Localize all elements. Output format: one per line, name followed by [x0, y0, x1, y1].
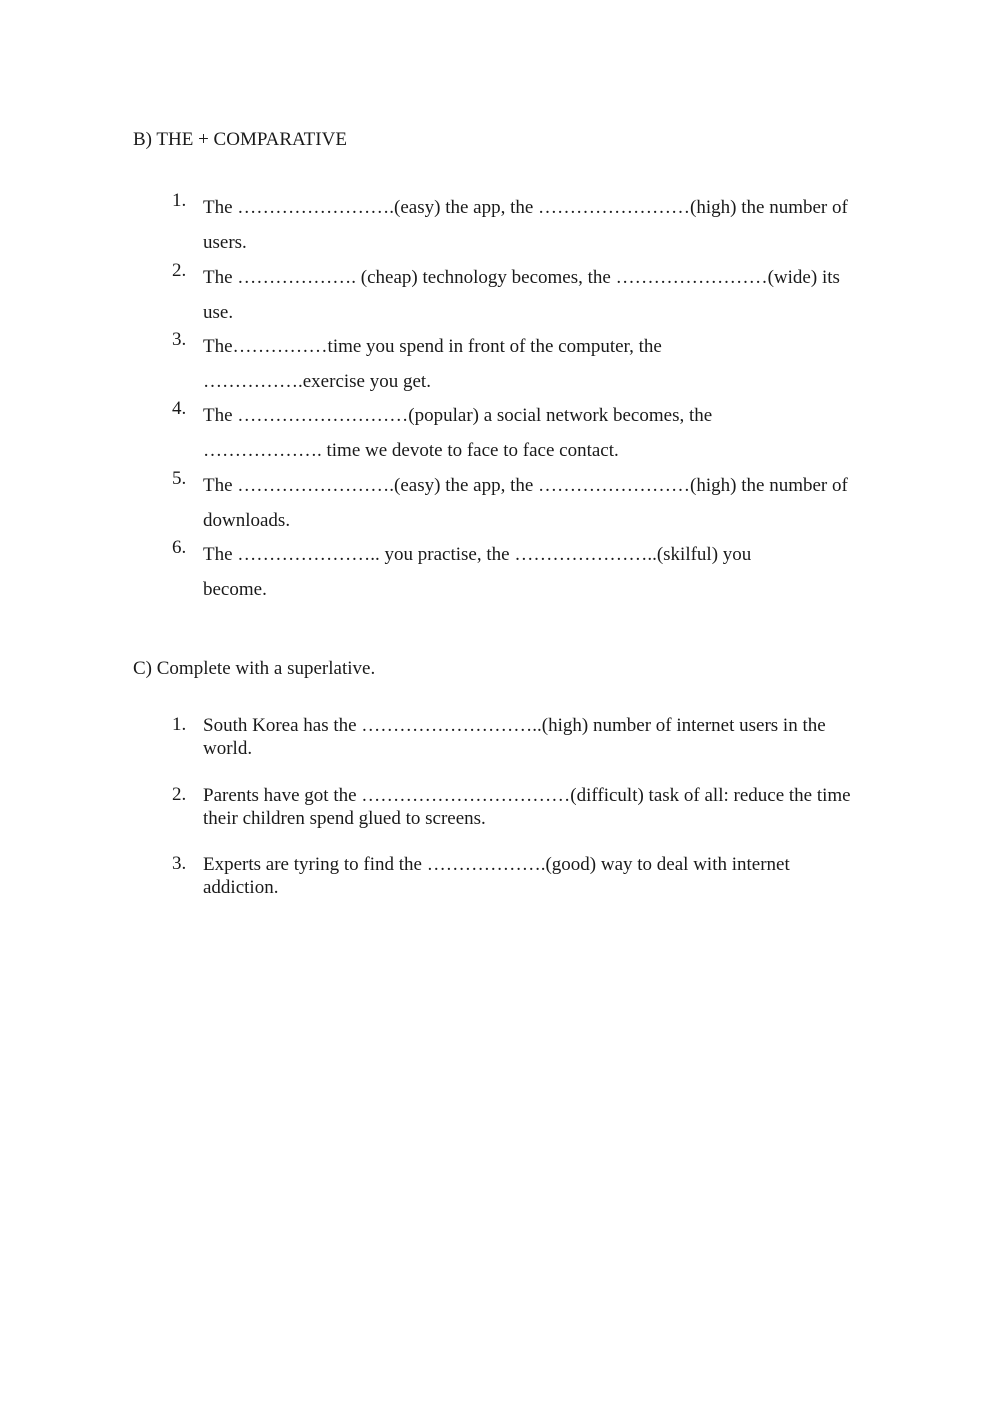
list-item: [172, 714, 862, 760]
item-text: Parents have got the ……………………………(difficult) task of all: reduce the time their children spend glued to screens.: [203, 785, 851, 829]
list-item: [172, 468, 862, 538]
item-number: 2.: [172, 784, 187, 805]
item-number: 4.: [172, 398, 187, 419]
item-text: The ………………….. you practise, the …………………..(skilful) you become.: [203, 544, 752, 600]
item-text: The ………………. (cheap) technology becomes, the ……………………(wide) its use.: [203, 267, 840, 323]
list-item: [172, 784, 862, 830]
item-text: The …………………….(easy) the app, the ……………………(high) the number of downloads.: [203, 475, 848, 531]
list-item: [172, 329, 862, 399]
list-item: [172, 853, 862, 899]
list-item: [172, 398, 862, 468]
item-text: Experts are tyring to find the ……………….(good) way to deal with internet addiction.: [203, 854, 790, 898]
item-number: 1.: [172, 190, 187, 211]
item-text: The……………time you spend in front of the computer, the …………….exercise you get.: [203, 336, 662, 392]
item-number: 6.: [172, 537, 187, 558]
section-b-heading: B) THE + COMPARATIVE: [133, 129, 347, 150]
item-number: 1.: [172, 714, 187, 735]
section-c-heading: C) Complete with a superlative.: [133, 658, 376, 679]
list-item: [172, 190, 862, 260]
item-number: 3.: [172, 853, 187, 874]
list-item: [172, 260, 862, 330]
item-number: 2.: [172, 260, 187, 281]
list-item: [172, 537, 862, 607]
item-text: The ………………………(popular) a social network becomes, the ………………. time we devote to face to face contact.: [203, 405, 713, 461]
item-text: The …………………….(easy) the app, the ……………………(high) the number of users.: [203, 197, 848, 253]
item-number: 5.: [172, 468, 187, 489]
item-text: South Korea has the ………………………..(high) number of internet users in the world.: [203, 715, 826, 759]
item-number: 3.: [172, 329, 187, 350]
